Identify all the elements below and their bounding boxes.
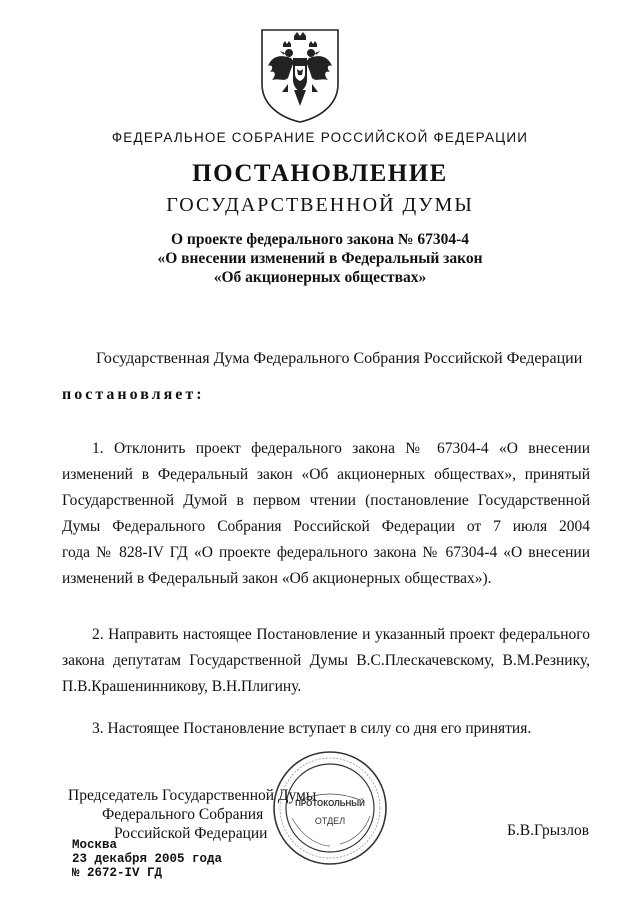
paragraph-1 — [62, 436, 590, 592]
stamp-center-top: ПРОТОКОЛЬНЫЙ — [295, 799, 365, 808]
document-title: ПОСТАНОВЛЕНИЕ — [192, 160, 448, 187]
paragraph-line: П.В.Крашенинникову, В.Н.Плигину. — [62, 678, 302, 695]
project-heading-line: «Об акционерных обществах» — [213, 269, 427, 286]
paragraph-line: 3. Настоящее Постановление вступает в силу со дня его принятия. — [92, 720, 532, 737]
signatory-position-line: Федерального Собрания — [102, 806, 264, 823]
city: Москва — [72, 838, 118, 852]
document-number: № 2672-IV ГД — [72, 866, 163, 880]
paragraph-line: 1. Отклонить проект федерального закона № 67304-4 «О внесении — [92, 440, 590, 457]
paragraph-line: изменений в Федеральный закон «Об акционерных обществах», принятый — [62, 466, 590, 483]
paragraph-line: года № 828-IV ГД «О проекте федерального закона № 67304-4 «О внесении — [62, 544, 590, 561]
signatory-name: Б.В.Грызлов — [507, 822, 590, 839]
paragraph-2 — [62, 622, 590, 700]
official-stamp — [270, 748, 390, 868]
document-subtitle: ГОСУДАРСТВЕННОЙ ДУМЫ — [166, 194, 474, 216]
preamble: Государственная Дума Федерального Собрания Российской Федерации — [96, 350, 583, 367]
signatory-position-line: Российской Федерации — [114, 825, 268, 842]
resolves-word: постановляет: — [62, 386, 205, 403]
date: 23 декабря 2005 года — [72, 852, 223, 866]
project-heading-line: «О внесении изменений в Федеральный закон — [157, 250, 483, 267]
paragraph-line: Государственной Думой в первом чтении (постановление Государственной — [62, 492, 590, 509]
stamp-center-bottom: ОТДЕЛ — [314, 816, 346, 826]
signatory-position-line: Председатель Государственной Думы — [68, 787, 317, 804]
project-heading-line: О проекте федерального закона № 67304-4 — [170, 231, 469, 248]
organization-name: ФЕДЕРАЛЬНОЕ СОБРАНИЕ РОССИЙСКОЙ ФЕДЕРАЦИИ — [111, 130, 529, 145]
paragraph-line: изменений в Федеральный закон «Об акционерных обществах»). — [62, 570, 492, 587]
paragraph-line: закона депутатам Государственной Думы В.С.Плескачевскому, В.М.Резнику, — [62, 652, 590, 669]
paragraph-line: Думы Федерального Собрания Российской Федерации от 7 июля 2004 — [62, 518, 590, 535]
coat-of-arms-icon — [258, 26, 342, 124]
project-heading — [0, 230, 640, 287]
place-date-number — [72, 838, 222, 880]
paragraph-line: 2. Направить настоящее Постановление и указанный проект федерального — [92, 626, 590, 643]
paragraph-3 — [62, 716, 590, 742]
